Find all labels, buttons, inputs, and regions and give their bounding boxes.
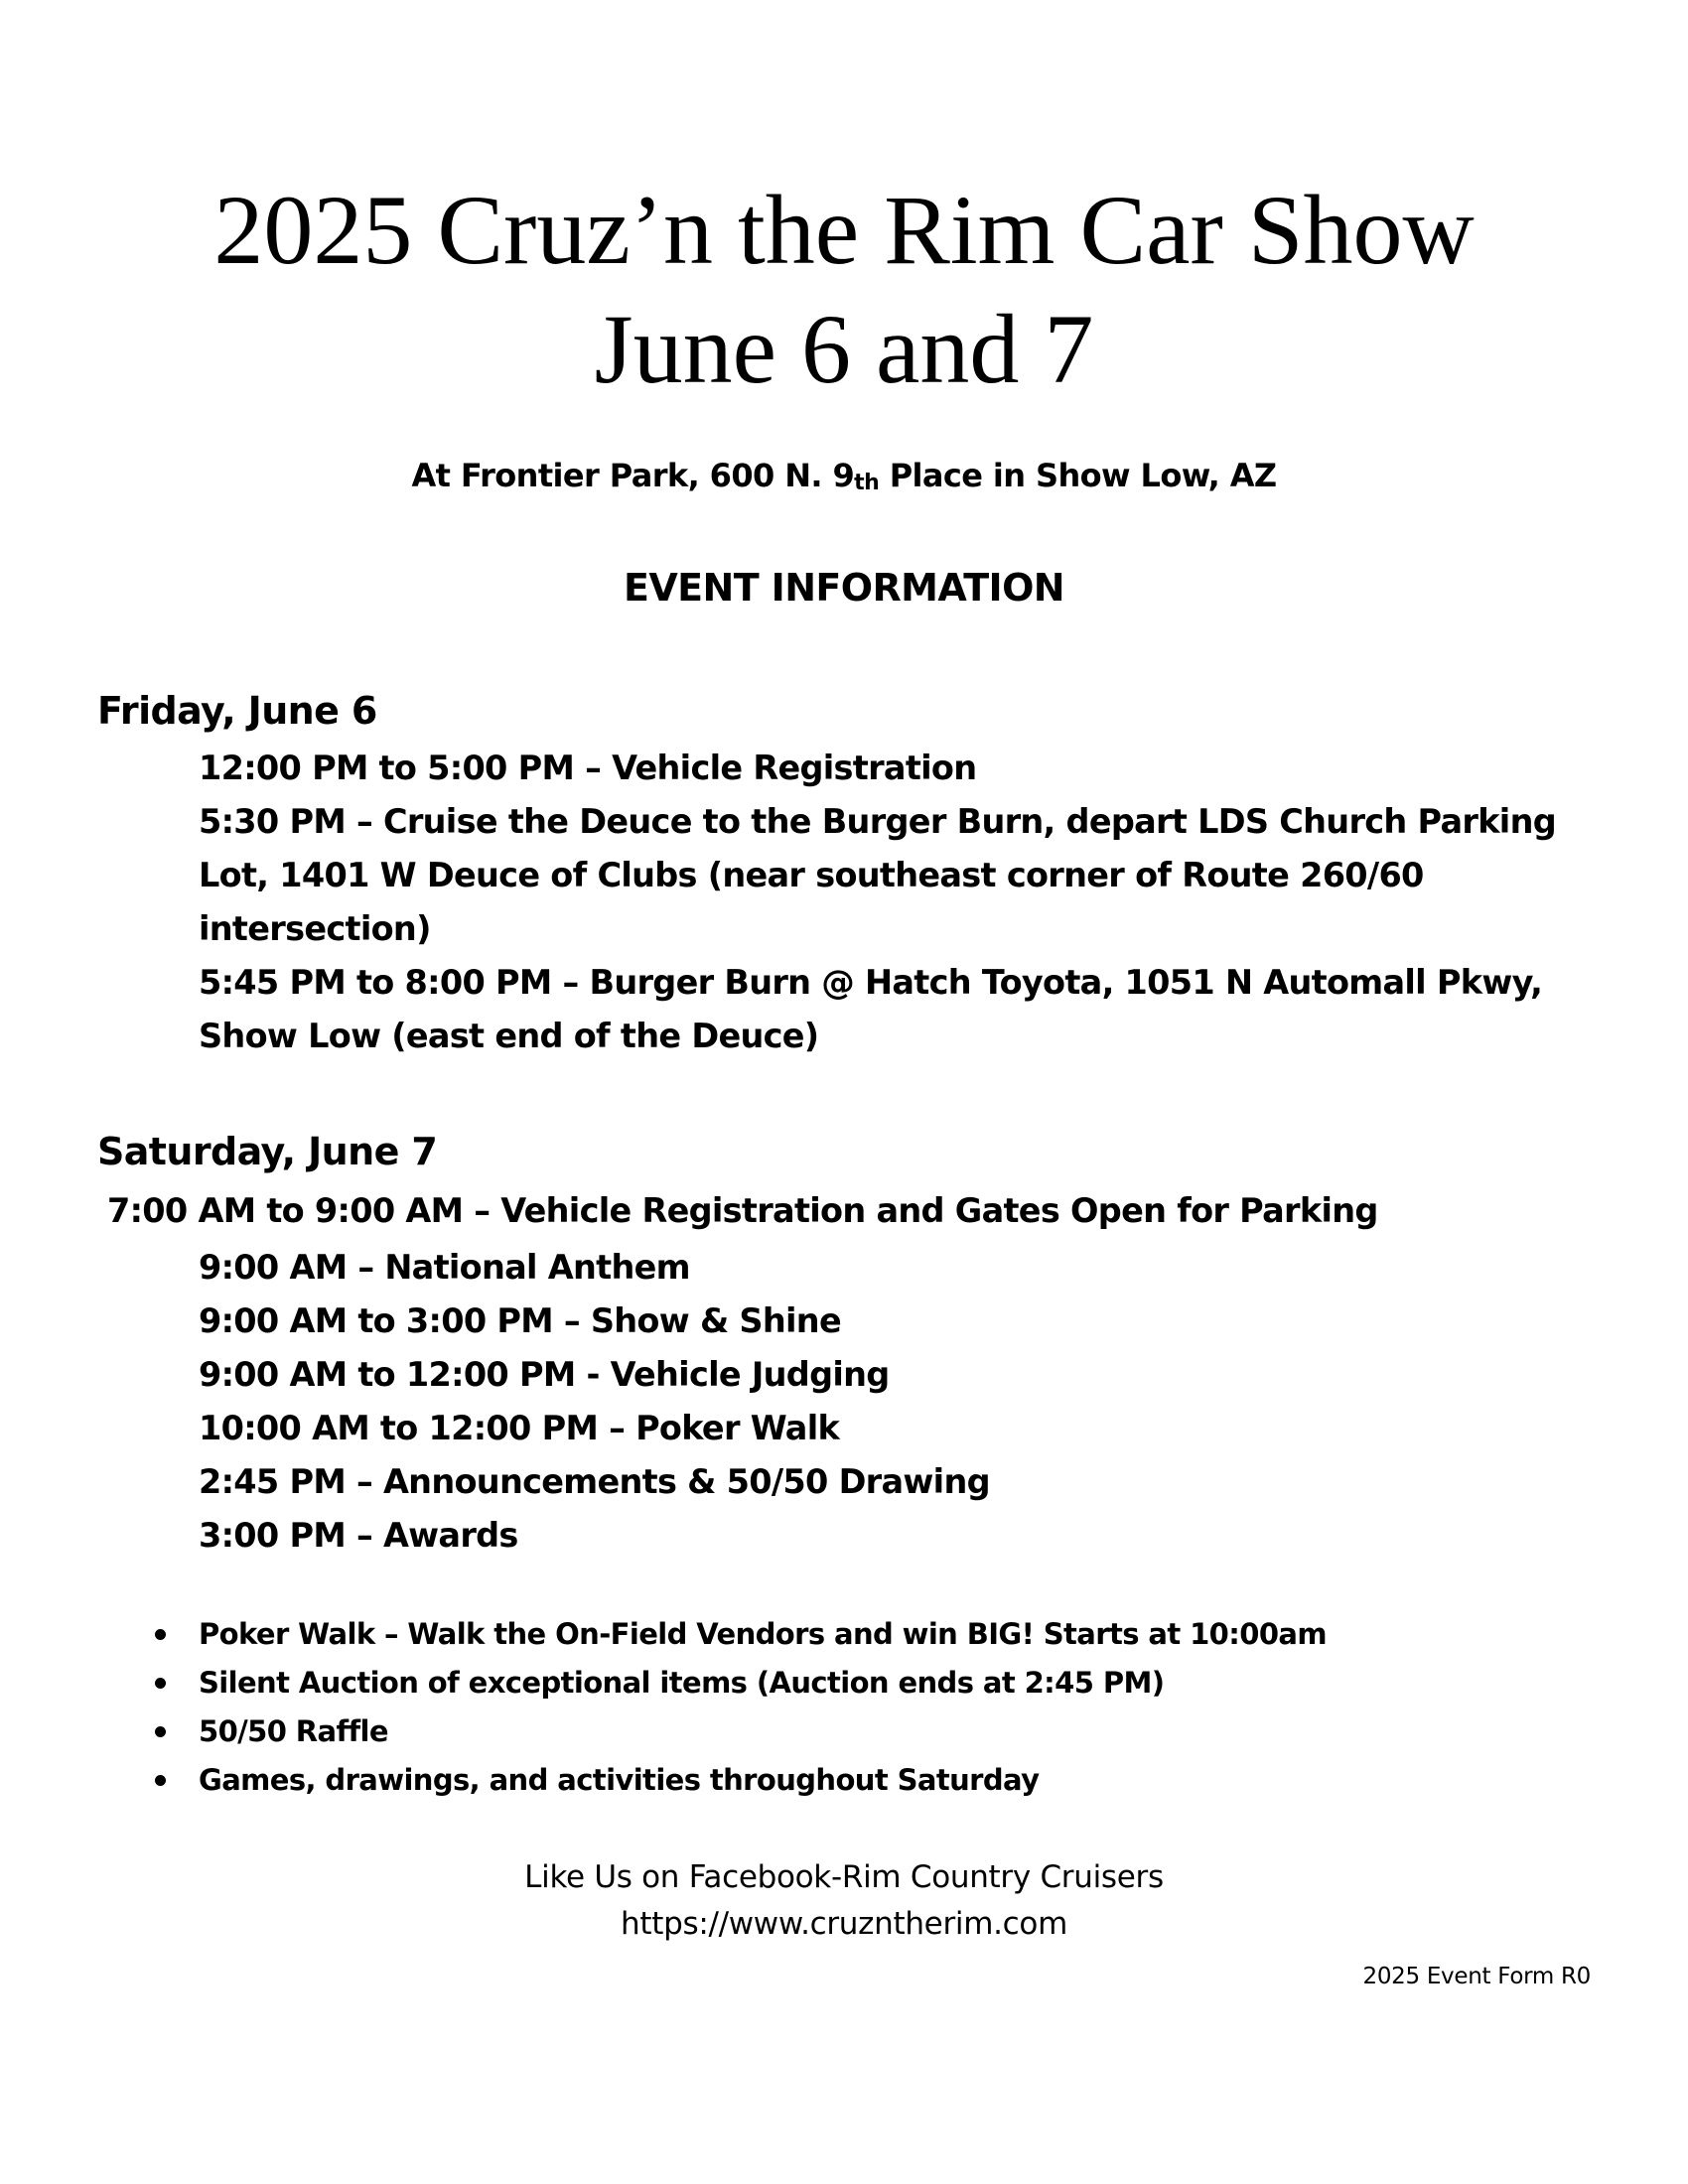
schedule-item: 9:00 AM to 12:00 PM - Vehicle Judging [199,1355,890,1394]
event-title [0,171,1688,409]
schedule-item: 3:00 PM – Awards [199,1516,518,1555]
schedule-item: 10:00 AM to 12:00 PM – Poker Walk [199,1409,840,1447]
highlights-list [149,1610,1327,1805]
schedule-item: 12:00 PM to 5:00 PM – Vehicle Registration [199,749,977,787]
list-item [149,1756,1327,1805]
saturday-heading: Saturday, June 7 [97,1130,438,1173]
list-item-text: Games, drawings, and activities throughout Saturday [199,1763,1040,1797]
list-item-text: 50/50 Raffle [199,1714,388,1748]
venue-text-before: At Frontier Park, 600 N. 9 [411,457,855,494]
list-item [149,1659,1327,1707]
facebook-text: Like Us on Facebook-Rim Country Cruisers [524,1859,1164,1895]
venue-text-after: Place in Show Low, AZ [879,457,1277,494]
schedule-item: 9:00 AM – National Anthem [199,1248,690,1287]
website-link[interactable]: https://www.cruzntherim.com [621,1906,1067,1942]
list-item [149,1610,1327,1659]
bullet-icon [155,1726,166,1737]
schedule-item: 9:00 AM to 3:00 PM – Show & Shine [199,1301,841,1340]
bullet-icon [155,1775,166,1786]
bullet-icon [155,1629,166,1640]
venue-ordinal: th [854,471,880,495]
list-item-text: Silent Auction of exceptional items (Auction ends at 2:45 PM) [199,1666,1165,1700]
footer [0,1854,1688,1948]
form-reference: 2025 Event Form R0 [1362,1964,1591,1989]
bullet-icon [155,1678,166,1689]
saturday-schedule [199,1241,1609,1563]
schedule-item: 2:45 PM – Announcements & 50/50 Drawing [199,1462,990,1501]
section-heading: EVENT INFORMATION [624,566,1064,610]
title-line-2: June 6 and 7 [594,294,1094,404]
friday-heading: Friday, June 6 [97,689,377,733]
list-item-text: Poker Walk – Walk the On-Field Vendors and win BIG! Starts at 10:00am [199,1617,1328,1651]
title-line-1: 2025 Cruz’n the Rim Car Show [213,175,1475,285]
schedule-item: 7:00 AM to 9:00 AM – Vehicle Registration and Gates Open for Parking [107,1191,1378,1230]
friday-schedule [199,742,1609,1063]
venue-address [0,457,1688,494]
list-item [149,1707,1327,1756]
schedule-item: 5:30 PM – Cruise the Deuce to the Burger Burn, depart LDS Church Parking Lot, 1401 W Deuce of Clubs (near southeast corner of Route 260/60 intersection) [199,802,1557,948]
schedule-item: 5:45 PM to 8:00 PM – Burger Burn @ Hatch Toyota, 1051 N Automall Pkwy, Show Low (east end of the Deuce) [199,963,1543,1055]
